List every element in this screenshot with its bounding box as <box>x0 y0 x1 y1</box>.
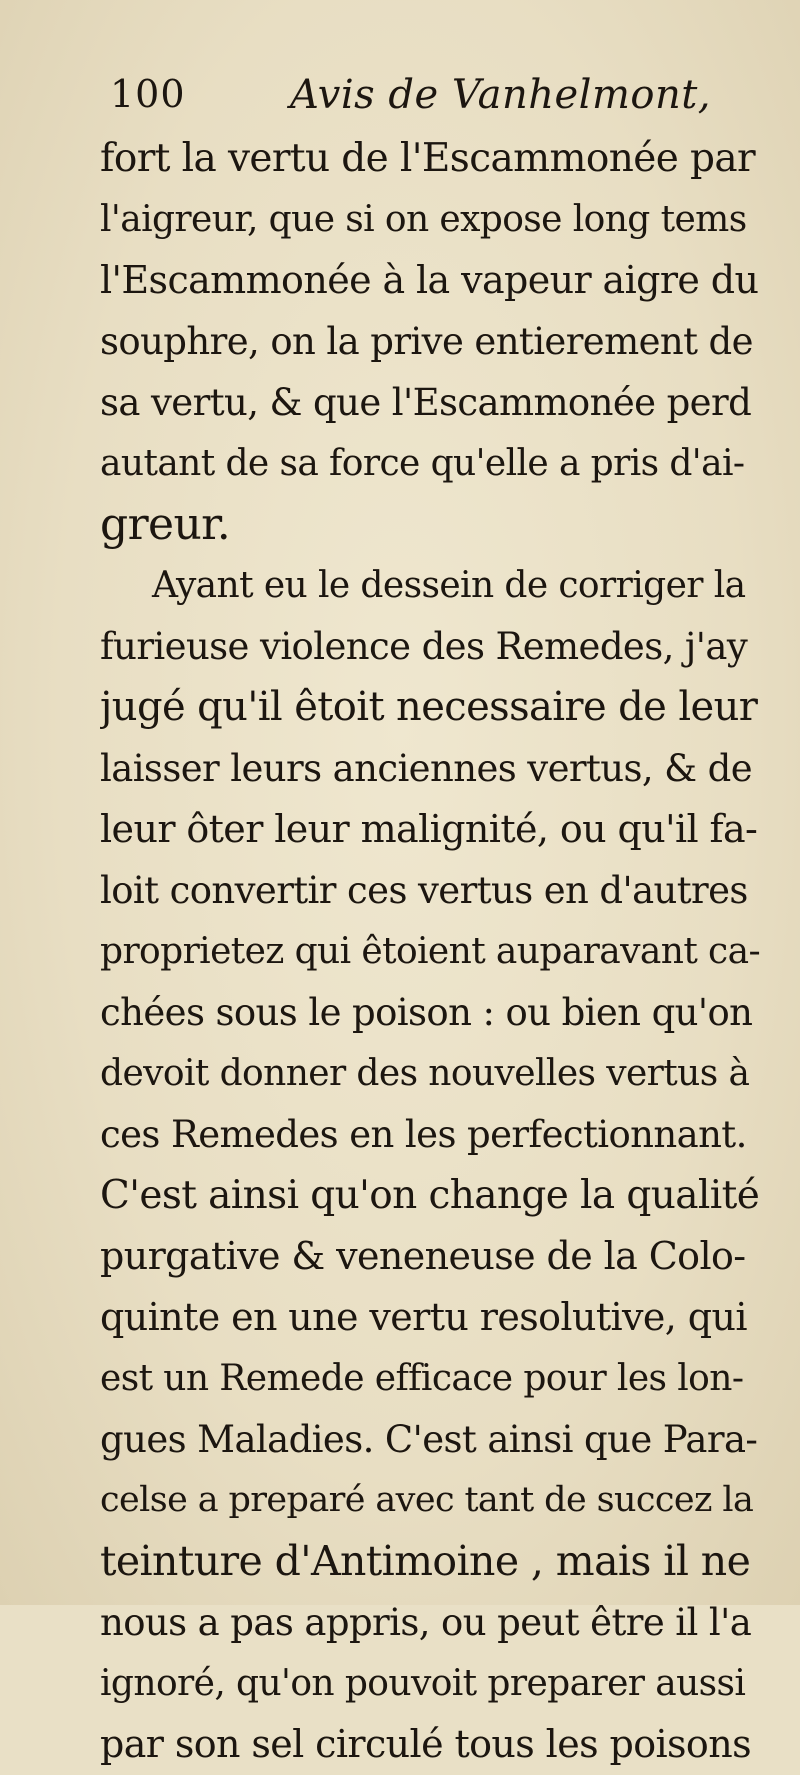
text-line: celse a preparé avec tant de succez la <box>100 1480 754 1520</box>
running-title: Avis de Vanhelmont, <box>290 72 712 118</box>
text-line: est un Remede efficace pour les lon- <box>100 1358 744 1399</box>
text-line: sa vertu, & que l'Escammonée perd <box>100 381 752 424</box>
text-line: l'aigreur, que si on expose long tems <box>100 199 747 240</box>
text-line: chées sous le poison : ou bien qu'on <box>100 991 753 1034</box>
text-line: loit convertir ces vertus en d'autres <box>100 869 748 912</box>
text-line: souphre, on la prive entierement de <box>100 320 753 363</box>
text-line: laisser leurs anciennes vertus, & de <box>100 747 753 790</box>
text-line: nous a pas appris, ou peut être il l'a <box>100 1601 752 1644</box>
text-line: leur ôter leur malignité, ou qu'il fa- <box>100 807 758 851</box>
text-line: autant de sa force qu'elle a pris d'ai- <box>100 443 745 484</box>
page-number: 100 <box>110 72 186 116</box>
text-line: Ayant eu le dessein de corriger la <box>152 565 746 606</box>
text-line: C'est ainsi qu'on change la qualité <box>100 1173 760 1218</box>
text-line: ignoré, qu'on pouvoit preparer aussi <box>100 1663 746 1704</box>
text-line: devoit donner des nouvelles vertus à <box>100 1053 750 1094</box>
text-line: ces Remedes en les perfectionnant. <box>100 1113 747 1156</box>
text-line: greur. <box>100 499 231 550</box>
page-header <box>110 72 750 132</box>
text-line: l'Escammonée à la vapeur aigre du <box>100 258 759 302</box>
text-line: quinte en une vertu resolutive, qui <box>100 1295 747 1339</box>
text-line: fort la vertu de l'Escammonée par <box>100 136 756 181</box>
text-line: par son sel circulé tous les poisons <box>100 1722 751 1766</box>
body-text <box>100 128 760 1775</box>
text-line: purgative & veneneuse de la Colo- <box>100 1234 746 1278</box>
text-line: jugé qu'il êtoit necessaire de leur <box>100 684 758 730</box>
text-line: proprietez qui êtoient auparavant ca- <box>100 931 760 972</box>
text-line: furieuse violence des Remedes, j'ay <box>100 625 748 668</box>
text-line: gues Maladies. C'est ainsi que Para- <box>100 1418 758 1461</box>
text-line: teinture d'Antimoine , mais il ne <box>100 1537 751 1585</box>
